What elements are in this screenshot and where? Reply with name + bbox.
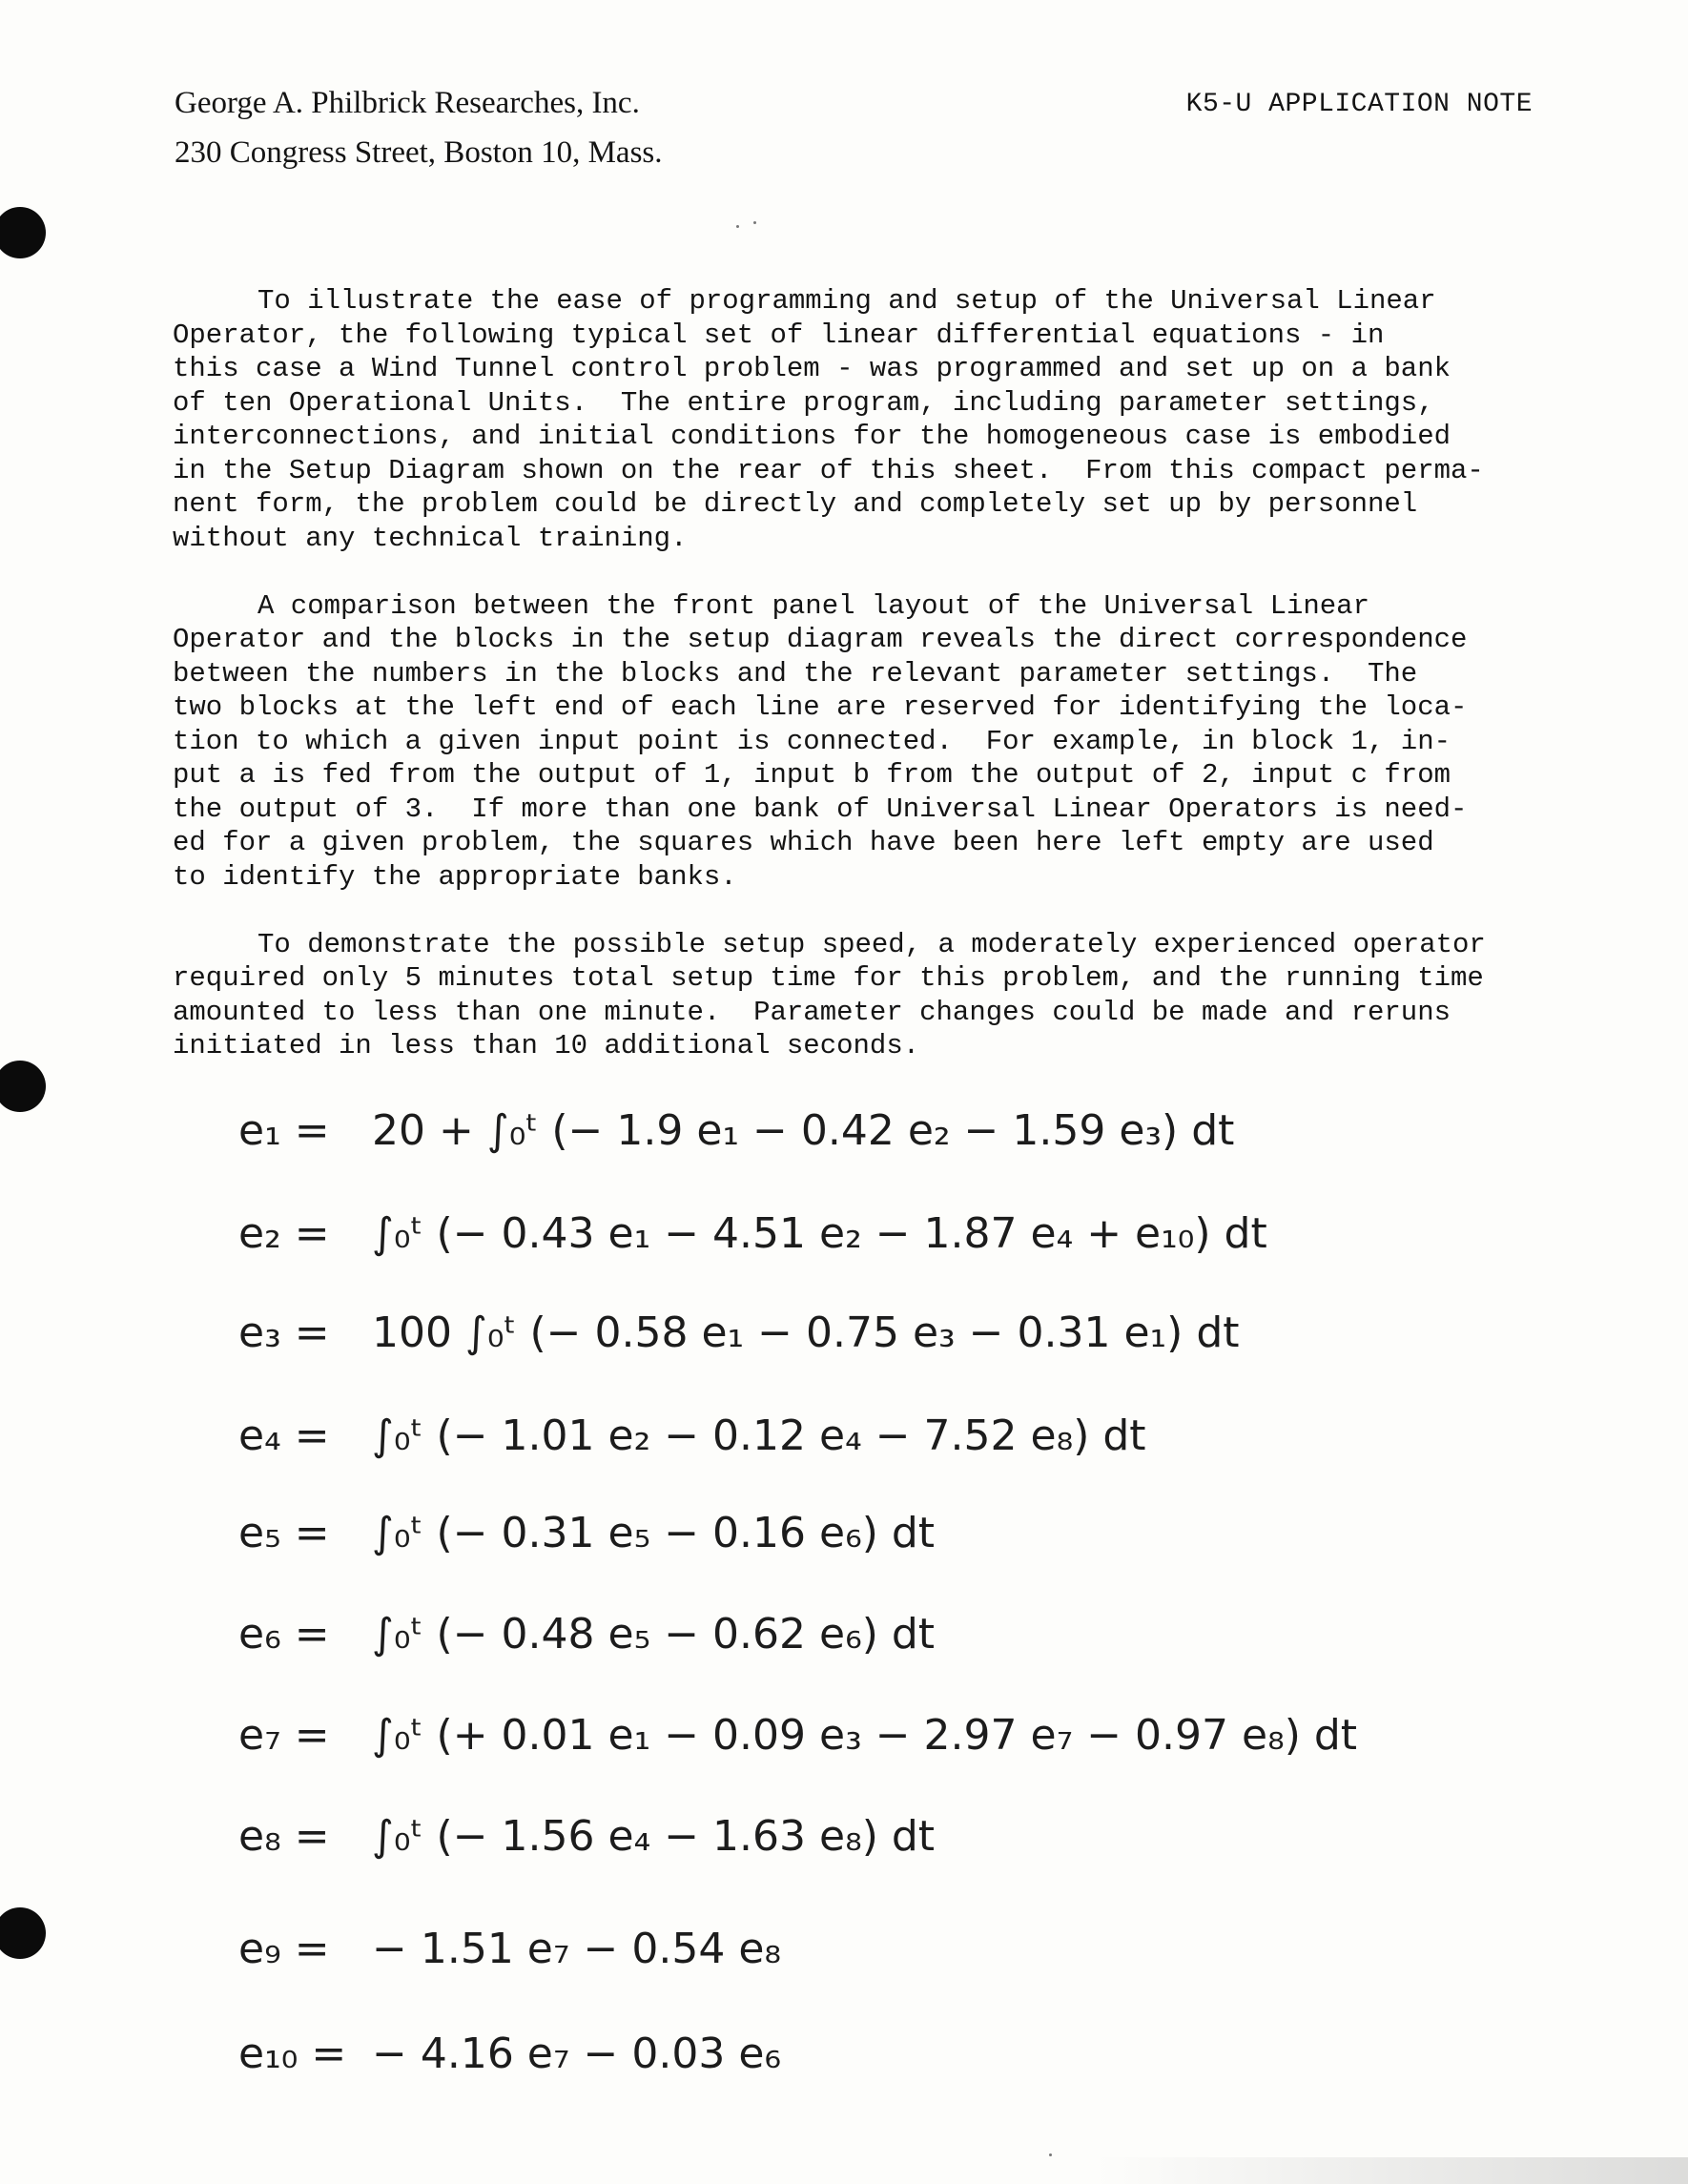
binder-hole-bottom: [0, 1907, 46, 1959]
equation-rhs: 100 ∫₀ᵗ (− 0.58 e₁ − 0.75 e₃ − 0.31 e₁) dt: [372, 1308, 1240, 1357]
body-text: [173, 284, 1527, 1097]
equation-e6: [238, 1610, 935, 1659]
company-name: George A. Philbrick Researches, Inc.: [175, 86, 640, 120]
text-line: this case a Wind Tunnel control problem - was programmed and set up on a bank: [173, 353, 1451, 384]
equation-rhs: 20 + ∫₀ᵗ (− 1.9 e₁ − 0.42 e₂ − 1.59 e₃) dt: [372, 1106, 1235, 1155]
equation-rhs: ∫₀ᵗ (− 0.48 e₅ − 0.62 e₆) dt: [372, 1610, 936, 1659]
text-line: the output of 3. If more than one bank of Universal Linear Operators is need-: [173, 793, 1468, 825]
equation-e2: [238, 1209, 1267, 1258]
text-line: ed for a given problem, the squares which have been here left empty are used: [173, 827, 1434, 858]
company-header: [175, 78, 663, 177]
application-note-title: K5-U APPLICATION NOTE: [1185, 90, 1533, 119]
equation-rhs: ∫₀ᵗ (− 0.43 e₁ − 4.51 e₂ − 1.87 e₄ + e₁₀) dt: [372, 1209, 1267, 1258]
text-line: A comparison between the front panel layout of the Universal Linear: [257, 589, 1369, 622]
equation-e3: [238, 1308, 1240, 1357]
equation-e10: [238, 2029, 781, 2078]
text-line: To demonstrate the possible setup speed, a moderately experienced operator: [257, 928, 1486, 960]
text-line: put a is fed from the output of 1, input b from the output of 2, input c from: [173, 759, 1451, 791]
scan-artifact-edge: [1097, 2157, 1688, 2184]
paragraph-3: [173, 928, 1527, 1063]
text-line: amounted to less than one minute. Parameter changes could be made and reruns: [173, 996, 1451, 1028]
equation-rhs: ∫₀ᵗ (− 1.56 e₄ − 1.63 e₈) dt: [372, 1812, 936, 1861]
paragraph-2: [173, 589, 1527, 895]
equation-rhs: ∫₀ᵗ (− 0.31 e₅ − 0.16 e₆) dt: [372, 1509, 936, 1557]
equation-lhs: e₂ =: [238, 1209, 330, 1258]
equation-rhs: ∫₀ᵗ (+ 0.01 e₁ − 0.09 e₃ − 2.97 e₇ − 0.97 e₈) dt: [372, 1711, 1358, 1760]
text-line: Operator, the following typical set of linear differential equations - in: [173, 319, 1385, 351]
company-address: 230 Congress Street, Boston 10, Mass.: [175, 135, 663, 170]
equation-rhs: − 4.16 e₇ − 0.03 e₆: [372, 2029, 782, 2078]
text-line: Operator and the blocks in the setup diagram reveals the direct correspondence: [173, 624, 1468, 655]
text-line: of ten Operational Units. The entire program, including parameter settings,: [173, 386, 1434, 419]
text-line: tion to which a given input point is connected. For example, in block 1, in-: [173, 725, 1451, 757]
scan-artifact-dot: [736, 225, 739, 228]
equation-lhs: e₁ =: [238, 1106, 330, 1155]
text-line: initiated in less than 10 additional seconds.: [173, 1030, 920, 1061]
equation-lhs: e₉ =: [238, 1925, 330, 1973]
text-line: without any technical training.: [173, 522, 688, 554]
equation-e5: [238, 1509, 935, 1557]
text-line: required only 5 minutes total setup time for this problem, and the running time: [173, 962, 1484, 994]
equation-rhs: − 1.51 e₇ − 0.54 e₈: [372, 1925, 782, 1973]
text-line: two blocks at the left end of each line are reserved for identifying the loca-: [173, 691, 1468, 723]
equation-e8: [238, 1812, 935, 1861]
equation-e1: [238, 1106, 1234, 1155]
equation-lhs: e₄ =: [238, 1411, 330, 1460]
binder-hole-top: [0, 207, 46, 258]
binder-hole-middle: [0, 1061, 46, 1112]
equation-lhs: e₁₀ =: [238, 2029, 347, 2078]
text-line: To illustrate the ease of programming and setup of the Universal Linear: [257, 285, 1436, 317]
text-line: interconnections, and initial conditions for the homogeneous case is embodied: [173, 421, 1451, 452]
paragraph-1: [173, 284, 1527, 555]
text-line: nent form, the problem could be directly and completely set up by personnel: [173, 488, 1418, 520]
equation-e7: [238, 1711, 1357, 1760]
text-line: between the numbers in the blocks and the relevant parameter settings. The: [173, 657, 1418, 690]
equation-lhs: e₇ =: [238, 1711, 330, 1760]
text-line: in the Setup Diagram shown on the rear of this sheet. From this compact perma-: [173, 454, 1484, 486]
equation-rhs: ∫₀ᵗ (− 1.01 e₂ − 0.12 e₄ − 7.52 e₈) dt: [372, 1411, 1146, 1460]
text-line: to identify the appropriate banks.: [173, 860, 737, 893]
equation-lhs: e₅ =: [238, 1509, 330, 1557]
equation-e9: [238, 1925, 781, 1973]
equation-lhs: e₃ =: [238, 1308, 330, 1357]
equation-lhs: e₆ =: [238, 1610, 330, 1659]
scan-artifact-dot: [1049, 2153, 1052, 2156]
equation-lhs: e₈ =: [238, 1812, 330, 1861]
scan-artifact-dot: [753, 221, 756, 224]
equation-e4: [238, 1411, 1146, 1460]
